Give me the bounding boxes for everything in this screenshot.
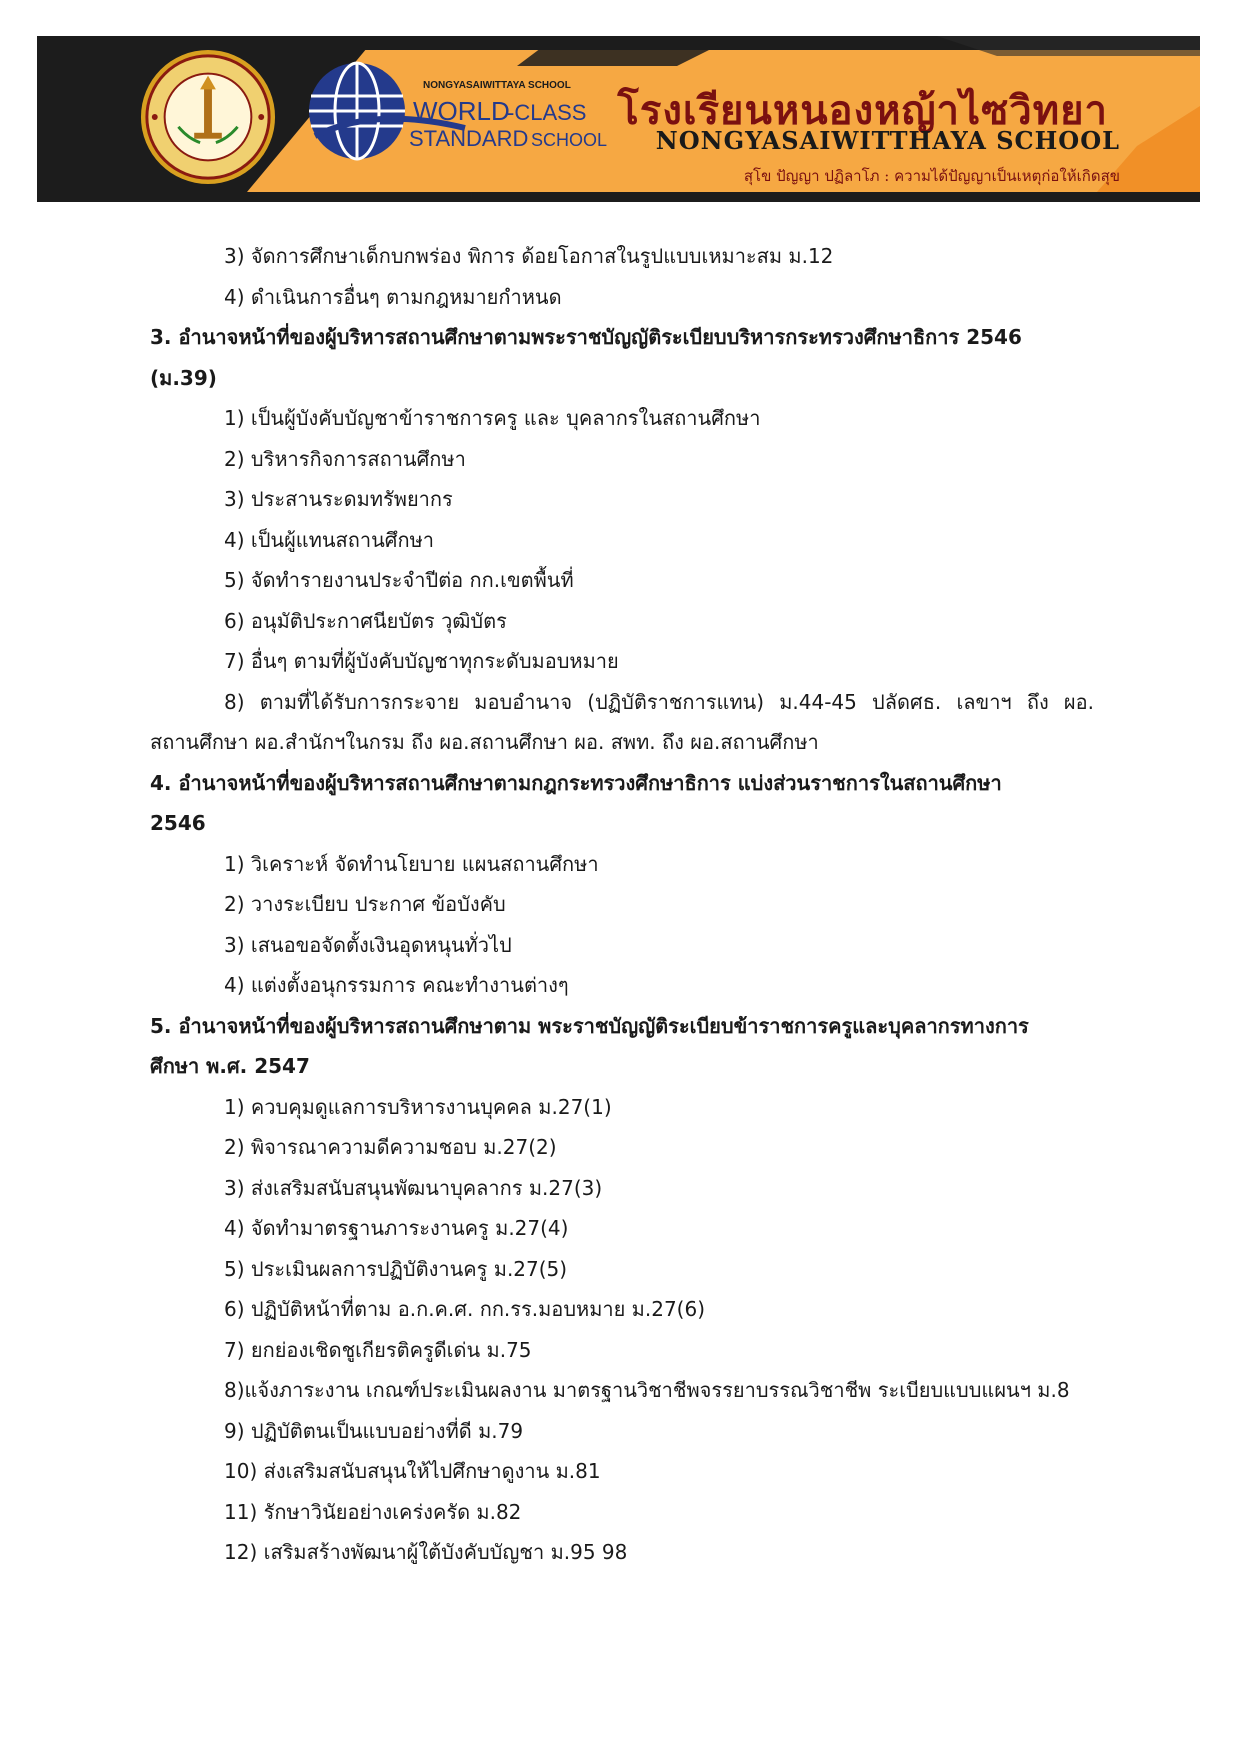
list-item: 12) เสริมสร้างพัฒนาผู้ใต้บังคับบัญชา ม.95 98: [224, 1540, 628, 1564]
list-item: 5) จัดทำรายงานประจำปีต่อ กก.เขตพื้นที่: [224, 568, 574, 592]
list-item: 3) ส่งเสริมสนับสนุนพัฒนาบุคลากร ม.27(3): [224, 1175, 603, 1200]
list-item: 10) ส่งเสริมสนับสนุนให้ไปศึกษาดูงาน ม.81: [224, 1459, 601, 1483]
list-item: 8)แจ้งภาระงาน เกณฑ์ประเมินผลงาน มาตรฐานวิชาชีพจรรยาบรรณวิชาชีพ ระเบียบแบบแผนฯ ม.8: [224, 1378, 1070, 1402]
list-item: 5) ประเมินผลการปฏิบัติงานครู ม.27(5): [224, 1256, 568, 1281]
list-item: 9) ปฏิบัติตนเป็นแบบอย่างที่ดี ม.79: [224, 1418, 524, 1443]
list-item: 2) พิจารณาความดีความชอบ ม.27(2): [224, 1135, 557, 1159]
list-item: 4) เป็นผู้แทนสถานศึกษา: [224, 527, 434, 552]
banner-bottom-strip: [37, 192, 1200, 202]
section-heading: 3. อำนาจหน้าที่ของผู้บริหารสถานศึกษาตามพระราชบัญญัติระเบียบบริหารกระทรวงศึกษาธิการ 2546: [150, 325, 1022, 349]
list-item: 4) แต่งตั้งอนุกรรมการ คณะทำงานต่างๆ: [224, 973, 569, 997]
header-banner: [37, 36, 1200, 202]
list-item: 8) ตามที่ได้รับการกระจาย มอบอำนาจ (ปฏิบัติราชการแทน) ม.44-45 ปลัดศธ. เลขาฯ ถึง ผอ.: [224, 689, 1094, 714]
section-heading: (ม.39): [150, 365, 217, 390]
list-item: 1) วิเคราะห์ จัดทำนโยบาย แผนสถานศึกษา: [224, 851, 599, 876]
list-item: 1) ควบคุมดูแลการบริหารงานบุคคล ม.27(1): [224, 1094, 612, 1119]
document-body: [150, 236, 1094, 1573]
logo-standard: STANDARD: [409, 126, 529, 151]
list-item: 4) จัดทำมาตรฐานภาระงานครู ม.27(4): [224, 1216, 569, 1240]
list-item: 1) เป็นผู้บังคับบัญชาข้าราชการครู และ บุคลากรในสถานศึกษา: [224, 406, 761, 430]
list-item: 3) จัดการศึกษาเด็กบกพร่อง พิการ ด้อยโอกาสในรูปแบบเหมาะสม ม.12: [224, 244, 834, 268]
section-heading: 5. อำนาจหน้าที่ของผู้บริหารสถานศึกษาตาม พระราชบัญญัติระเบียบข้าราชการครูและบุคลากรทางการ: [150, 1013, 1029, 1038]
logo-class: -CLASS: [507, 100, 587, 125]
list-item: 11) รักษาวินัยอย่างเคร่งครัด ม.82: [224, 1499, 522, 1524]
list-item: 7) ยกย่องเชิดชูเกียรติครูดีเด่น ม.75: [224, 1337, 532, 1362]
section-heading: ศึกษา พ.ศ. 2547: [150, 1054, 310, 1078]
school-name-thai: โรงเรียนหนองหญ้าไซวิทยา: [617, 87, 1108, 134]
list-item: 7) อื่นๆ ตามที่ผู้บังคับบัญชาทุกระดับมอบหมาย: [224, 649, 619, 673]
list-item: สถานศึกษา ผอ.สำนักฯในกรม ถึง ผอ.สถานศึกษา ผอ. สพท. ถึง ผอ.สถานศึกษา: [150, 730, 819, 754]
list-item: 6) อนุมัติประกาศนียบัตร วุฒิบัตร: [224, 608, 507, 633]
list-item: 6) ปฏิบัติหน้าที่ตาม อ.ก.ค.ศ. กก.รร.มอบหมาย ม.27(6): [224, 1297, 706, 1321]
logo-school: SCHOOL: [531, 130, 608, 150]
logo-small-text: NONGYASAIWITTAYA SCHOOL: [423, 80, 571, 91]
section-heading: 2546: [150, 811, 206, 835]
list-item: 2) วางระเบียบ ประกาศ ข้อบังคับ: [224, 892, 506, 916]
school-name-english: NONGYASAIWITTHAYA SCHOOL: [655, 126, 1120, 155]
list-item: 3) ประสานระดมทรัพยากร: [224, 487, 453, 511]
section-heading: 4. อำนาจหน้าที่ของผู้บริหารสถานศึกษาตามกฎกระทรวงศึกษาธิการ แบ่งส่วนราชการในสถานศึกษา: [150, 770, 1002, 795]
list-item: 3) เสนอขอจัดตั้งเงินอุดหนุนทั่วไป: [224, 932, 512, 957]
list-item: 2) บริหารกิจการสถานศึกษา: [224, 446, 466, 471]
school-seal-logo: [139, 48, 277, 186]
school-motto: สุโข ปัญญา ปฏิลาโภ : ความได้ปัญญาเป็นเหตุก่อให้เกิดสุข: [743, 167, 1120, 185]
logo-world: WORLD: [413, 96, 510, 126]
list-item: 4) ดำเนินการอื่นๆ ตามกฎหมายกำหนด: [224, 284, 562, 309]
world-class-standard-logo: [305, 56, 625, 166]
